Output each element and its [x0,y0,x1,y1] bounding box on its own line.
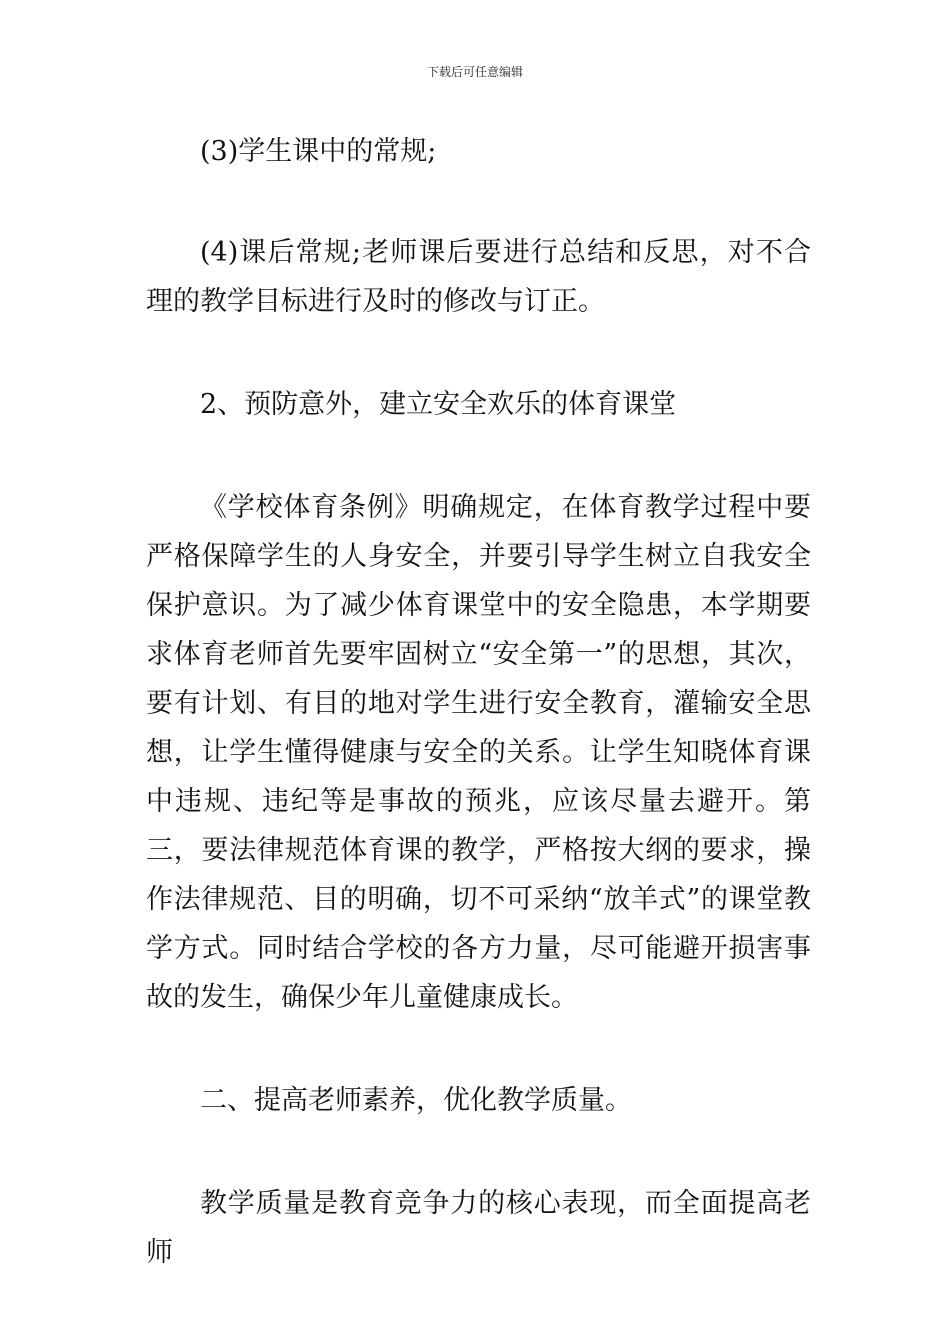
paragraph-classroom-routine: (3)学生课中的常规; [200,136,437,167]
paragraph-safety-regulations: 《学校体育条例》明确规定，在体育教学过程中要严格保障学生的人身安全，并要引导学生树立自我安全保护意识。为了减少体育课堂中的安全隐患，本学期要求体育老师首先要牢固树立“安全第一”的思想，其次，要有计划、有目的地对学生进行安全教育，灌输安全思想，让学生懂得健康与安全的关系。让学生知晓体育课中违规、违纪等是事故的预兆，应该尽量去避开。第三，要法律规范体育课的教学，严格按大纲的要求，操作法律规范、目的明确，切不可采纳“放羊式”的课堂教学方式。同时结合学校的各方力量，尽可能避开损害事故的发生，确保少年儿童健康成长。 [146,492,811,1013]
section-heading-teacher-quality: 二、提高老师素养，优化教学质量。 [200,1085,632,1116]
paragraph-after-class-routine: (4)课后常规;老师课后要进行总结和反思，对不合理的教学目标进行及时的修改与订正。 [146,237,811,317]
paragraph-teaching-quality: 教学质量是教育竞争力的核心表现，而全面提高老师 [146,1188,811,1268]
document-body [146,127,811,1277]
page-header-note: 下载后可任意编辑 [426,65,523,79]
section-heading-safety: 2、预防意外，建立安全欢乐的体育课堂 [200,389,677,420]
